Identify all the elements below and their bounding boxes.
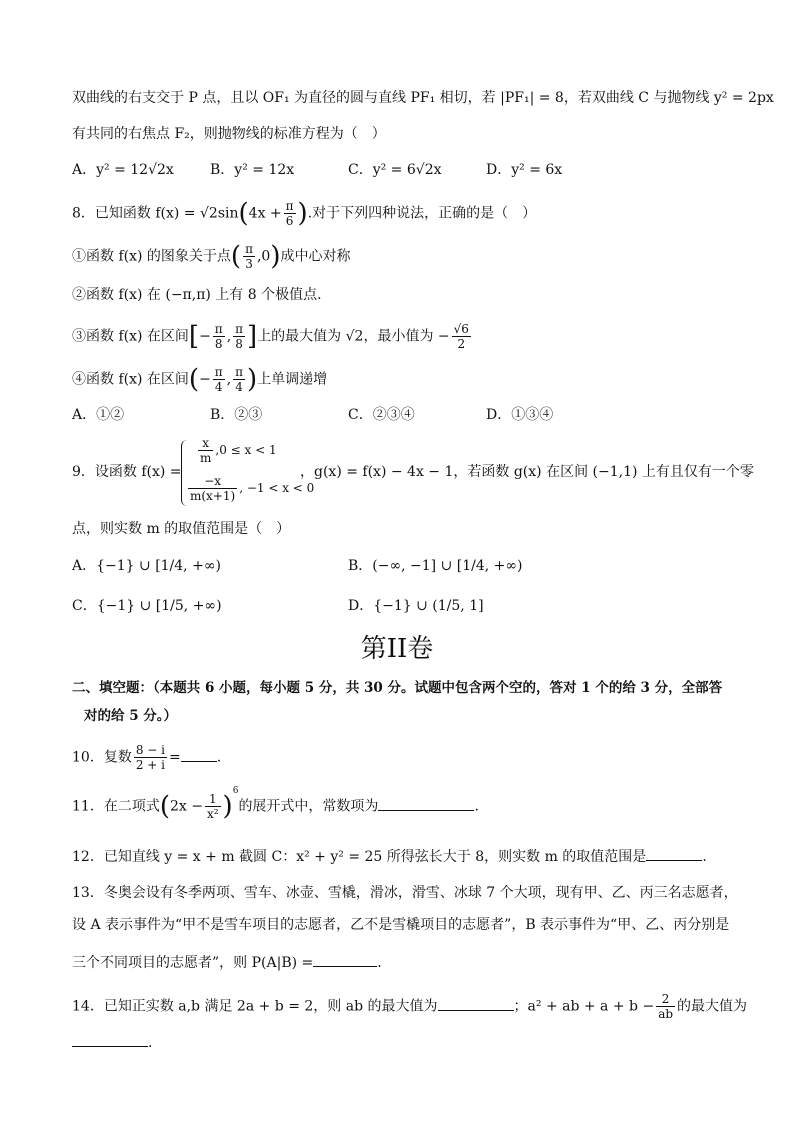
q8-option-c: C．②③④ (348, 407, 415, 423)
q9-piece-2: $\frac{-x}{m(x+1)}$ , −1 < x < 0 (190, 474, 315, 503)
q7-option-d: D．y² = 6x (486, 162, 563, 178)
q8-statement-4: ④函数 f(x) 在区间(− $\frac{\pi}{4}$ , $\frac{\pi}{4}$ )上单调递增 (72, 364, 328, 395)
section-title: 第II卷 (360, 634, 434, 664)
part2-heading-line2: 对的给 5 分。） (84, 708, 178, 724)
q13-line3: 三个不同项目的志愿者”，则 P(A|B) = . (72, 952, 382, 973)
q8-stem: 8．已知函数 f(x) = √2sin(4x + $\frac{\pi}{6}$ ).对于下列四种说法，正确的是（ ） (72, 198, 537, 229)
q7-line1: 双曲线的右支交于 P 点，且以 OF₁ 为直径的圆与直线 PF₁ 相切，若 |PF₁| = 8，若双曲线 C 与抛物线 y² = 2px (72, 90, 774, 106)
q14: 14．已知正实数 a,b 满足 2a + b = 2，则 ab 的最大值为 ；a² + ab + a + b − $\frac{2}{ab}$ 的最大值为 (72, 992, 748, 1021)
q8-option-b: B．②③ (210, 407, 263, 423)
q8-option-d: D．①③④ (486, 407, 554, 423)
q9-stem-middle: ，g(x) = f(x) − 4x − 1，若函数 g(x) 在区间 (−1,1) 上有且仅有一个零 (300, 464, 754, 480)
q8-statement-1: ①函数 f(x) 的图象关于点( $\frac{\pi}{3}$ ,0)成中心对称 (72, 241, 351, 272)
q10-answer-blank[interactable] (181, 747, 217, 762)
q12-answer-blank[interactable] (646, 846, 702, 861)
q9-option-d: D．{−1} ∪ (1/5, 1] (348, 598, 484, 614)
q13-line1: 13．冬奥会设有冬季两项、雪车、冰壶、雪橇，滑冰，滑雪、冰球 7 个大项，现有甲、乙、丙三名志愿者， (72, 885, 738, 901)
q7-option-c: C．y² = 6√2x (348, 162, 442, 178)
q10: 10．复数 $\frac{8 - i}{2 + i}$ = . (72, 743, 222, 772)
q14-answer-blank-1[interactable] (438, 996, 514, 1011)
q7-option-b: B．y² = 12x (210, 162, 295, 178)
q7-line2: 有共同的右焦点 F₂，则抛物线的标准方程为（ ） (72, 126, 386, 142)
q8-option-a: A．①② (72, 407, 125, 423)
q7-option-a: A．y² = 12√2x (72, 162, 174, 178)
q9-piece-1: $\frac{x}{m}$ ,0 ≤ x < 1 (200, 436, 277, 465)
q12: 12．已知直线 y = x + m 截圆 C：x² + y² = 25 所得弦长大于 8，则实数 m 的取值范围是 . (72, 846, 707, 867)
q9-option-a: A．{−1} ∪ [1/4, +∞) (72, 558, 221, 574)
q13-answer-blank[interactable] (313, 952, 377, 967)
q9-option-b: B．(−∞, −1] ∪ [1/4, +∞) (348, 558, 523, 574)
part2-heading-line1: 二、填空题：（本题共 6 小题，每小题 5 分，共 30 分。试题中包含两个空的，答对 1 个的给 3 分，全部答 (72, 680, 723, 696)
q11-answer-blank[interactable] (378, 796, 474, 811)
q13-line2: 设 A 表示事件为“甲不是雪车项目的志愿者，乙不是雪橇项目的志愿者”，B 表示事件为“甲、乙、丙分别是 (72, 917, 730, 933)
q14-line2: . (72, 1032, 152, 1053)
q8-statement-2: ②函数 f(x) 在 (−π,π) 上有 8 个极值点. (72, 287, 322, 303)
q9-stem-end: 点，则实数 m 的取值范围是（ ） (72, 521, 291, 537)
q8-stem-end: .对于下列四种说法，正确的是（ ） (307, 205, 537, 222)
q9-stem-start: 9．设函数 f(x) = (72, 464, 182, 480)
q8-pi-over-6: $\frac{\pi}{6}$ (285, 199, 294, 228)
q8-stem-start: 8．已知函数 f(x) = √2sin (72, 205, 239, 222)
q8-stem-arg: 4x + (248, 205, 282, 222)
q9-option-c: C．{−1} ∪ [1/5, +∞) (72, 598, 222, 614)
q8-statement-3: ③函数 f(x) 在区间[− $\frac{\pi}{8}$ , $\frac{\pi}{8}$ ]上的最大值为 √2，最小值为 − $\frac{√6}{2}$ (72, 321, 469, 352)
q14-answer-blank-2[interactable] (72, 1032, 148, 1047)
q11: 11．在二项式(2x − $\frac{1}{\text{x²}}$ )$^6$的展开式中，常数项为 . (72, 785, 479, 822)
